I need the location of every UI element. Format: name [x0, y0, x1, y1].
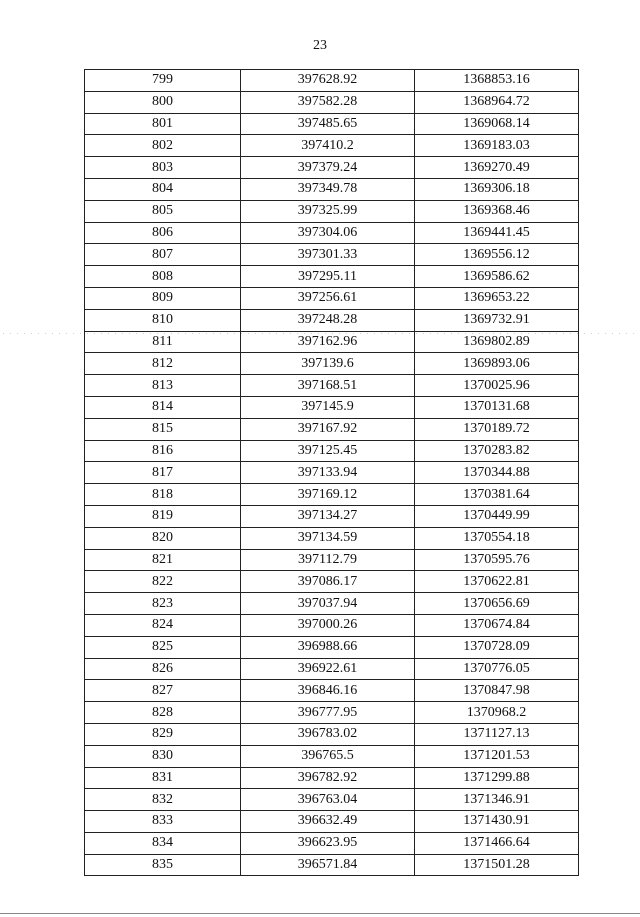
point-id-cell: 814 [85, 396, 241, 418]
table-row [85, 745, 579, 767]
y-coordinate-cell: 1368853.16 [415, 70, 579, 92]
x-coordinate-cell: 397628.92 [241, 70, 415, 92]
x-coordinate-cell: 397000.26 [241, 614, 415, 636]
point-id-cell: 806 [85, 222, 241, 244]
x-coordinate-cell: 397134.27 [241, 505, 415, 527]
point-id-cell: 825 [85, 636, 241, 658]
x-coordinate-cell: 396846.16 [241, 680, 415, 702]
y-coordinate-cell: 1370131.68 [415, 396, 579, 418]
page-number: 23 [313, 38, 327, 53]
y-coordinate-cell: 1371501.28 [415, 854, 579, 876]
y-coordinate-cell: 1370381.64 [415, 484, 579, 506]
point-id-cell: 799 [85, 70, 241, 92]
x-coordinate-cell: 397485.65 [241, 113, 415, 135]
table-row [85, 309, 579, 331]
table-row [85, 287, 579, 309]
x-coordinate-cell: 396782.92 [241, 767, 415, 789]
y-coordinate-cell: 1370776.05 [415, 658, 579, 680]
table-body [85, 70, 579, 876]
x-coordinate-cell: 397112.79 [241, 549, 415, 571]
point-id-cell: 805 [85, 200, 241, 222]
point-id-cell: 807 [85, 244, 241, 266]
point-id-cell: 821 [85, 549, 241, 571]
x-coordinate-cell: 397086.17 [241, 571, 415, 593]
x-coordinate-cell: 397139.6 [241, 353, 415, 375]
x-coordinate-cell: 397037.94 [241, 593, 415, 615]
x-coordinate-cell: 397167.92 [241, 418, 415, 440]
x-coordinate-cell: 396763.04 [241, 789, 415, 811]
y-coordinate-cell: 1369893.06 [415, 353, 579, 375]
x-coordinate-cell: 397256.61 [241, 287, 415, 309]
coordinate-table [84, 69, 579, 876]
x-coordinate-cell: 397379.24 [241, 157, 415, 179]
y-coordinate-cell: 1371466.64 [415, 832, 579, 854]
point-id-cell: 834 [85, 832, 241, 854]
point-id-cell: 810 [85, 309, 241, 331]
point-id-cell: 813 [85, 375, 241, 397]
table-row [85, 135, 579, 157]
y-coordinate-cell: 1370283.82 [415, 440, 579, 462]
point-id-cell: 835 [85, 854, 241, 876]
table-row [85, 396, 579, 418]
point-id-cell: 831 [85, 767, 241, 789]
x-coordinate-cell: 396571.84 [241, 854, 415, 876]
y-coordinate-cell: 1369183.03 [415, 135, 579, 157]
x-coordinate-cell: 397134.59 [241, 527, 415, 549]
point-id-cell: 815 [85, 418, 241, 440]
table-row [85, 484, 579, 506]
table-row [85, 505, 579, 527]
y-coordinate-cell: 1369441.45 [415, 222, 579, 244]
y-coordinate-cell: 1370674.84 [415, 614, 579, 636]
y-coordinate-cell: 1368964.72 [415, 91, 579, 113]
point-id-cell: 804 [85, 178, 241, 200]
y-coordinate-cell: 1370968.2 [415, 702, 579, 724]
x-coordinate-cell: 397168.51 [241, 375, 415, 397]
x-coordinate-cell: 397145.9 [241, 396, 415, 418]
x-coordinate-cell: 396765.5 [241, 745, 415, 767]
point-id-cell: 828 [85, 702, 241, 724]
table-row [85, 789, 579, 811]
point-id-cell: 808 [85, 266, 241, 288]
point-id-cell: 827 [85, 680, 241, 702]
x-coordinate-cell: 397162.96 [241, 331, 415, 353]
point-id-cell: 812 [85, 353, 241, 375]
y-coordinate-cell: 1370344.88 [415, 462, 579, 484]
table-row [85, 375, 579, 397]
y-coordinate-cell: 1370728.09 [415, 636, 579, 658]
table-row [85, 571, 579, 593]
x-coordinate-cell: 396777.95 [241, 702, 415, 724]
y-coordinate-cell: 1370554.18 [415, 527, 579, 549]
x-coordinate-cell: 397248.28 [241, 309, 415, 331]
table-row [85, 636, 579, 658]
y-coordinate-cell: 1370025.96 [415, 375, 579, 397]
x-coordinate-cell: 397304.06 [241, 222, 415, 244]
table-row [85, 658, 579, 680]
y-coordinate-cell: 1371201.53 [415, 745, 579, 767]
y-coordinate-cell: 1370595.76 [415, 549, 579, 571]
y-coordinate-cell: 1369306.18 [415, 178, 579, 200]
point-id-cell: 816 [85, 440, 241, 462]
x-coordinate-cell: 397325.99 [241, 200, 415, 222]
point-id-cell: 832 [85, 789, 241, 811]
y-coordinate-cell: 1371299.88 [415, 767, 579, 789]
point-id-cell: 817 [85, 462, 241, 484]
y-coordinate-cell: 1370189.72 [415, 418, 579, 440]
table-row [85, 440, 579, 462]
x-coordinate-cell: 397133.94 [241, 462, 415, 484]
point-id-cell: 826 [85, 658, 241, 680]
point-id-cell: 829 [85, 723, 241, 745]
point-id-cell: 811 [85, 331, 241, 353]
point-id-cell: 824 [85, 614, 241, 636]
table-row [85, 157, 579, 179]
point-id-cell: 818 [85, 484, 241, 506]
table-row [85, 70, 579, 92]
table-row [85, 614, 579, 636]
point-id-cell: 800 [85, 91, 241, 113]
table-row [85, 266, 579, 288]
y-coordinate-cell: 1370622.81 [415, 571, 579, 593]
y-coordinate-cell: 1371430.91 [415, 811, 579, 833]
point-id-cell: 809 [85, 287, 241, 309]
point-id-cell: 833 [85, 811, 241, 833]
table-row [85, 680, 579, 702]
point-id-cell: 823 [85, 593, 241, 615]
table-row [85, 244, 579, 266]
x-coordinate-cell: 397169.12 [241, 484, 415, 506]
y-coordinate-cell: 1369586.62 [415, 266, 579, 288]
y-coordinate-cell: 1370656.69 [415, 593, 579, 615]
x-coordinate-cell: 396623.95 [241, 832, 415, 854]
table-row [85, 723, 579, 745]
table-row [85, 462, 579, 484]
y-coordinate-cell: 1369270.49 [415, 157, 579, 179]
x-coordinate-cell: 397410.2 [241, 135, 415, 157]
table-row [85, 418, 579, 440]
y-coordinate-cell: 1371127.13 [415, 723, 579, 745]
table-row [85, 832, 579, 854]
y-coordinate-cell: 1369653.22 [415, 287, 579, 309]
x-coordinate-cell: 397301.33 [241, 244, 415, 266]
point-id-cell: 802 [85, 135, 241, 157]
point-id-cell: 801 [85, 113, 241, 135]
table-row [85, 811, 579, 833]
table-row [85, 91, 579, 113]
y-coordinate-cell: 1370449.99 [415, 505, 579, 527]
x-coordinate-cell: 396988.66 [241, 636, 415, 658]
y-coordinate-cell: 1369556.12 [415, 244, 579, 266]
table-row [85, 222, 579, 244]
bottom-rule [0, 913, 640, 914]
x-coordinate-cell: 396783.02 [241, 723, 415, 745]
table-row [85, 767, 579, 789]
x-coordinate-cell: 397295.11 [241, 266, 415, 288]
table-row [85, 702, 579, 724]
y-coordinate-cell: 1369802.89 [415, 331, 579, 353]
y-coordinate-cell: 1369732.91 [415, 309, 579, 331]
table-row [85, 549, 579, 571]
table-row [85, 331, 579, 353]
table-row [85, 593, 579, 615]
y-coordinate-cell: 1371346.91 [415, 789, 579, 811]
y-coordinate-cell: 1369068.14 [415, 113, 579, 135]
table-row [85, 353, 579, 375]
table-row [85, 200, 579, 222]
x-coordinate-cell: 396922.61 [241, 658, 415, 680]
table-row [85, 113, 579, 135]
point-id-cell: 830 [85, 745, 241, 767]
x-coordinate-cell: 396632.49 [241, 811, 415, 833]
x-coordinate-cell: 397125.45 [241, 440, 415, 462]
table-row [85, 527, 579, 549]
point-id-cell: 820 [85, 527, 241, 549]
table-row [85, 178, 579, 200]
table-row [85, 854, 579, 876]
point-id-cell: 819 [85, 505, 241, 527]
x-coordinate-cell: 397349.78 [241, 178, 415, 200]
point-id-cell: 822 [85, 571, 241, 593]
y-coordinate-cell: 1370847.98 [415, 680, 579, 702]
y-coordinate-cell: 1369368.46 [415, 200, 579, 222]
point-id-cell: 803 [85, 157, 241, 179]
x-coordinate-cell: 397582.28 [241, 91, 415, 113]
